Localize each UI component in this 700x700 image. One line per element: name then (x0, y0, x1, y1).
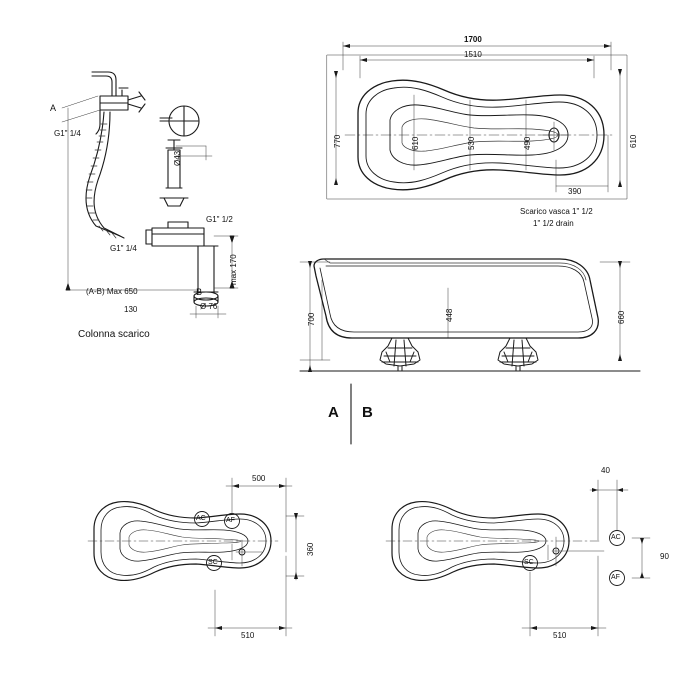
variant-a-title: A (328, 404, 339, 421)
label-130: 130 (124, 305, 138, 314)
dim-inner-length: 1510 (464, 50, 482, 59)
variant-b-title: B (362, 404, 373, 421)
caption-drain-en: 1" 1/2 drain (533, 219, 574, 228)
callout-b-sc: SC (524, 559, 534, 566)
label-dia-43: Ø43 (173, 150, 182, 166)
dim-inner-530: 530 (467, 136, 476, 150)
caption-drain-it: Scarico vasca 1" 1/2 (520, 207, 593, 216)
dim-b-40: 40 (601, 466, 610, 475)
dim-height-700: 700 (307, 312, 316, 326)
dim-width-right: 610 (629, 134, 638, 148)
dim-inner-490: 490 (523, 136, 532, 150)
dim-overall-length: 1700 (464, 35, 482, 44)
callout-a-af: AF (226, 517, 235, 524)
callout-a-sc: SC (208, 559, 218, 566)
label-dia-76: Ø 76 (200, 302, 218, 311)
view-drain-column (86, 72, 218, 306)
label-thread-g114-bottom: G1" 1/4 (110, 244, 137, 253)
caption-colonna-scarico: Colonna scarico (78, 329, 150, 340)
label-point-b: B (196, 287, 203, 297)
callout-a-ac: AC (196, 515, 206, 522)
label-max-650: (A-B) Max 650 (86, 287, 138, 296)
dim-inner-610: 610 (411, 136, 420, 150)
dim-b-90: 90 (660, 552, 669, 561)
dim-height-660: 660 (617, 310, 626, 324)
view-plan-variant-b (386, 480, 650, 636)
dim-b-510: 510 (553, 631, 567, 640)
view-top-plan (327, 42, 627, 199)
callout-b-ac: AC (611, 534, 621, 541)
dim-a-500: 500 (252, 474, 266, 483)
dim-width-left: 770 (333, 134, 342, 148)
label-point-a: A (50, 103, 57, 113)
dim-offset-390: 390 (568, 187, 582, 196)
dim-a-510: 510 (241, 631, 255, 640)
dim-inner-448: 448 (445, 308, 454, 322)
label-thread-g114-top: G1" 1/4 (54, 129, 81, 138)
view-side-elevation (300, 259, 640, 372)
label-max-170: max 170 (229, 254, 238, 285)
callout-b-af: AF (611, 574, 620, 581)
label-thread-g112: G1" 1/2 (206, 215, 233, 224)
view-plan-variant-a (88, 478, 304, 636)
dim-a-360: 360 (306, 542, 315, 556)
